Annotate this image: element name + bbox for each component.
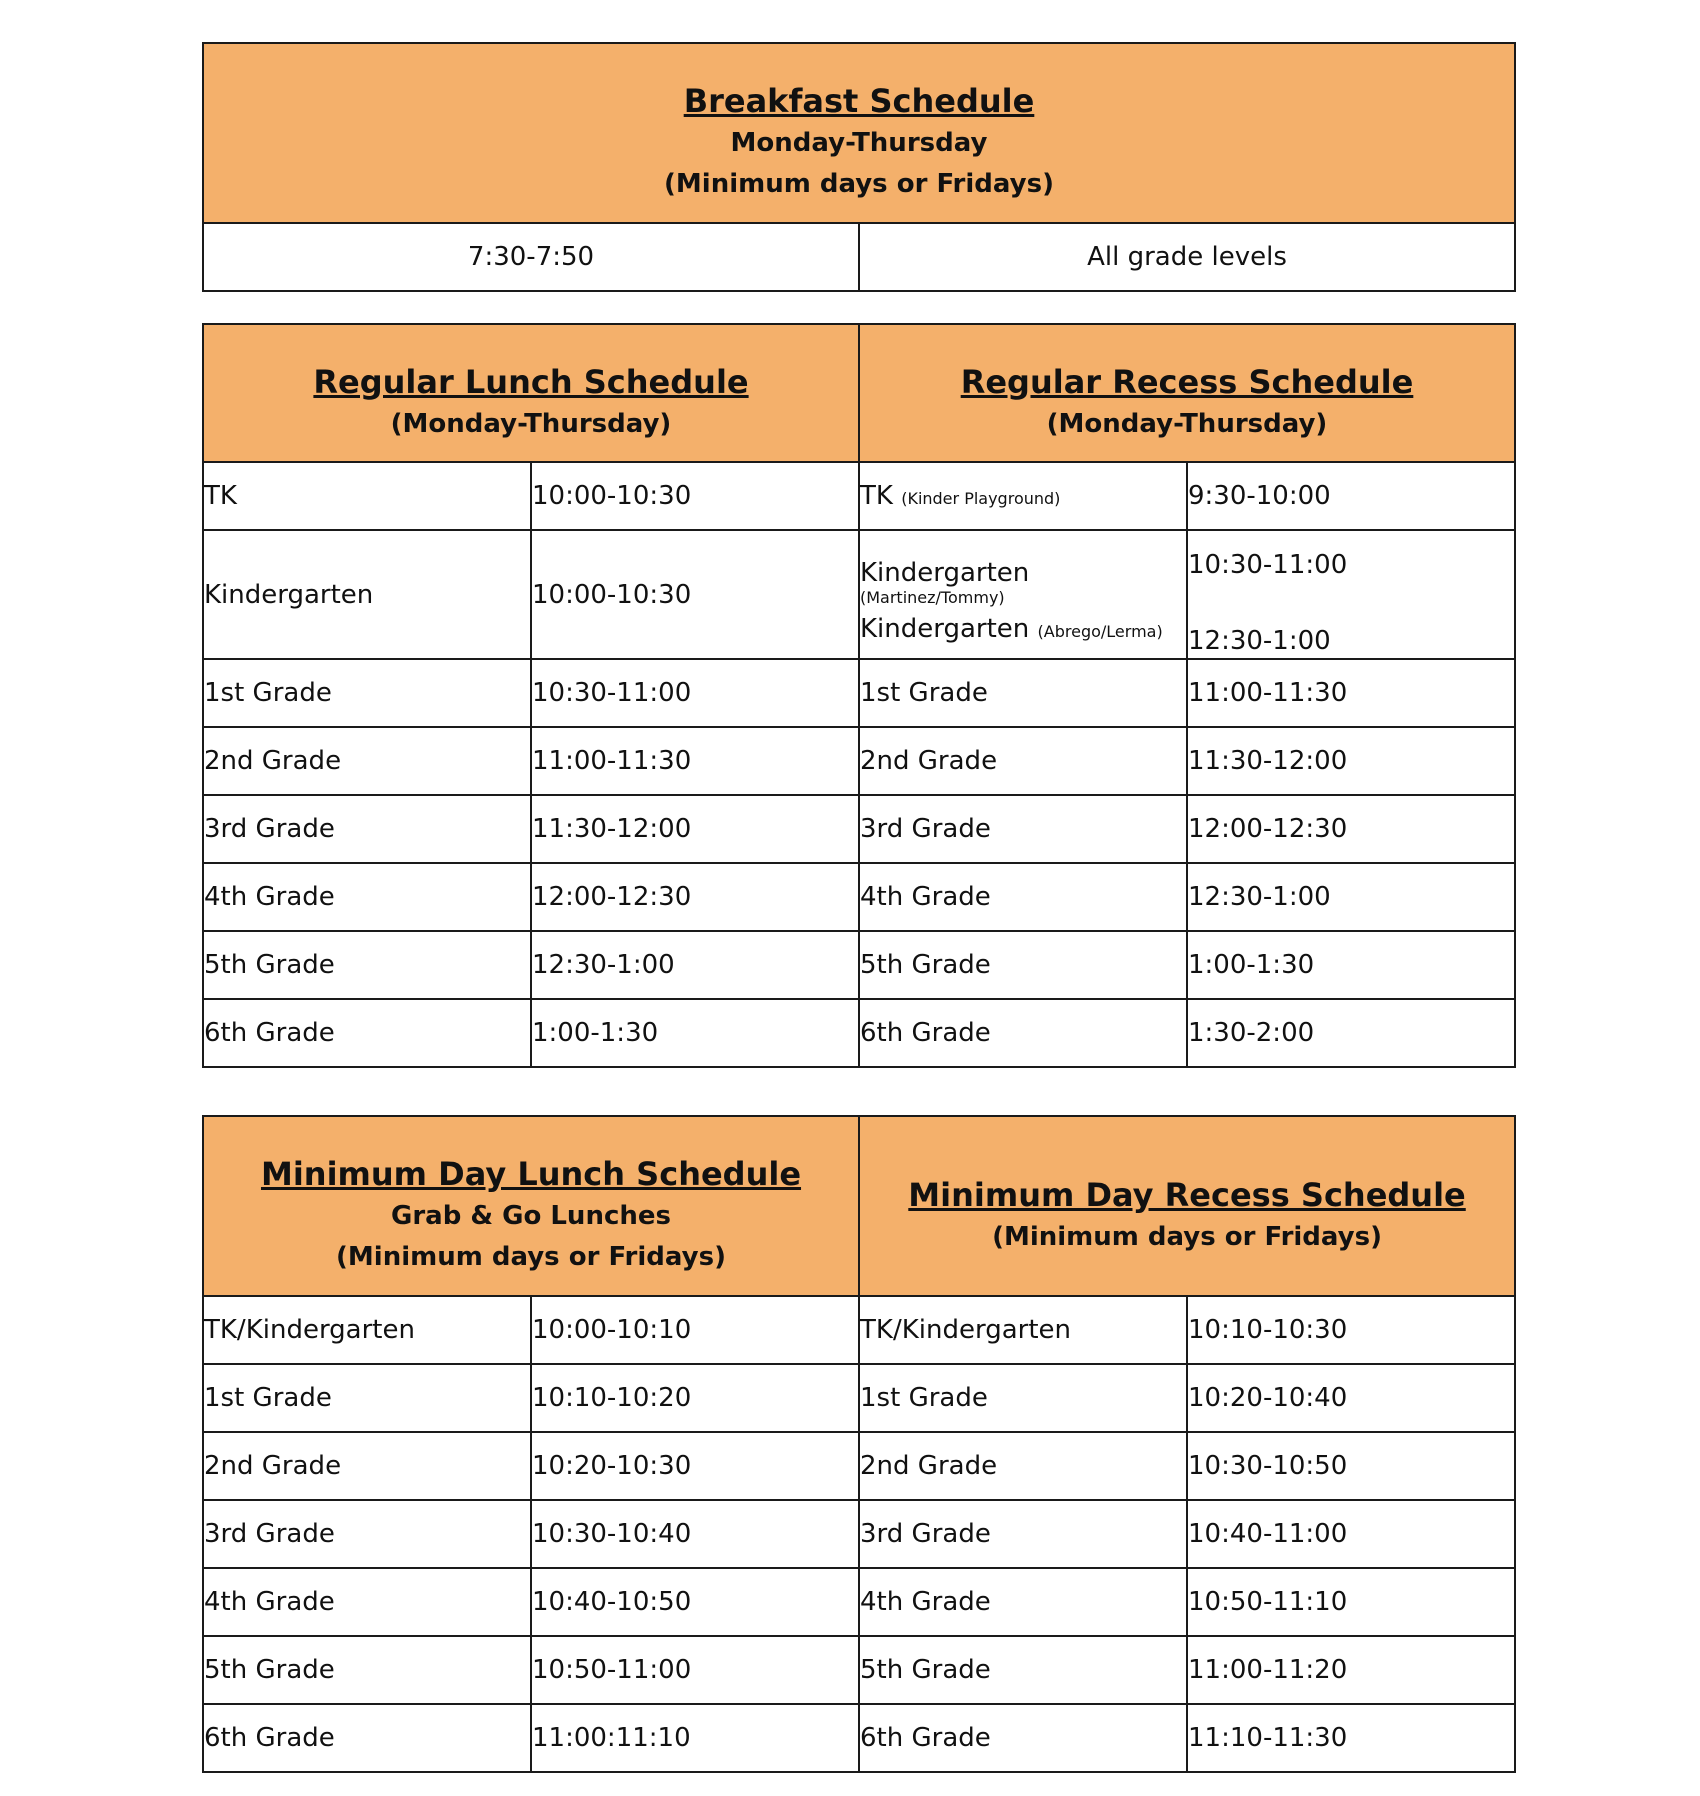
lunch-grade: TK/Kindergarten: [203, 1296, 531, 1364]
lunch-grade: 1st Grade: [203, 659, 531, 727]
recess-grade: 6th Grade: [859, 1704, 1187, 1772]
lunch-time: 10:00-10:30: [531, 530, 859, 659]
recess-time: 12:30-1:00: [1187, 863, 1515, 931]
regular-recess-days: (Monday-Thursday): [1046, 408, 1328, 439]
recess-grade: Kindergarten: [860, 558, 1030, 588]
lunch-time: 10:30-11:00: [531, 659, 859, 727]
recess-time: 11:00-11:30: [1187, 659, 1515, 727]
table-row: [203, 1704, 1515, 1772]
recess-time: 10:20-10:40: [1187, 1364, 1515, 1432]
recess-grade-tk: [859, 462, 1187, 530]
minimum-lunch-note: Grab & Go Lunches: [391, 1201, 671, 1231]
recess-grade: 2nd Grade: [859, 727, 1187, 795]
lunch-time: 10:00-10:10: [531, 1296, 859, 1364]
lunch-grade: 3rd Grade: [203, 795, 531, 863]
recess-grade: 5th Grade: [859, 931, 1187, 999]
lunch-grade: 2nd Grade: [203, 727, 531, 795]
recess-grade: 4th Grade: [859, 863, 1187, 931]
table-row: [203, 462, 1515, 530]
recess-grade: 3rd Grade: [859, 1500, 1187, 1568]
lunch-time: 11:00:11:10: [531, 1704, 859, 1772]
recess-grade-kinder: [859, 530, 1187, 659]
table-row: [203, 727, 1515, 795]
recess-time: 10:30-10:50: [1187, 1432, 1515, 1500]
lunch-time: 10:30-10:40: [531, 1500, 859, 1568]
lunch-time: 1:00-1:30: [531, 999, 859, 1067]
table-row: [203, 1432, 1515, 1500]
recess-time: 10:50-11:10: [1187, 1568, 1515, 1636]
lunch-time: 10:10-10:20: [531, 1364, 859, 1432]
table-row: [203, 863, 1515, 931]
lunch-time: 11:30-12:00: [531, 795, 859, 863]
breakfast-title: Breakfast Schedule: [683, 82, 1035, 120]
recess-grade: Kindergarten: [860, 614, 1030, 644]
breakfast-time: 7:30-7:50: [203, 223, 859, 291]
breakfast-schedule-table: [202, 42, 1516, 292]
minimum-day-schedule-table: [202, 1115, 1516, 1773]
regular-lunch-title: Regular Lunch Schedule: [313, 362, 749, 401]
minimum-lunch-header: [203, 1116, 859, 1296]
recess-time: 1:30-2:00: [1187, 999, 1515, 1067]
minimum-recess-title: Minimum Day Recess Schedule: [908, 1175, 1466, 1214]
lunch-grade: 5th Grade: [203, 931, 531, 999]
lunch-time: 12:30-1:00: [531, 931, 859, 999]
recess-grade: 1st Grade: [859, 659, 1187, 727]
lunch-grade: TK: [203, 462, 531, 530]
recess-grade: TK: [860, 481, 893, 511]
regular-recess-header: [859, 324, 1515, 462]
table-row: [203, 795, 1515, 863]
breakfast-days: Monday-Thursday: [730, 128, 988, 158]
lunch-grade: 4th Grade: [203, 1568, 531, 1636]
recess-time: 9:30-10:00: [1187, 462, 1515, 530]
recess-grade-note: (Abrego/Lerma): [1037, 622, 1163, 641]
minimum-recess-days: (Minimum days or Fridays): [992, 1221, 1382, 1252]
recess-time: 1:00-1:30: [1187, 931, 1515, 999]
table-row: [203, 1296, 1515, 1364]
lunch-time: 10:00-10:30: [531, 462, 859, 530]
table-row: [203, 1364, 1515, 1432]
lunch-time: 12:00-12:30: [531, 863, 859, 931]
table-row: [203, 530, 1515, 659]
recess-grade-note: (Martinez/Tommy): [860, 588, 1005, 607]
lunch-time: 10:40-10:50: [531, 1568, 859, 1636]
recess-time-kinder: [1187, 530, 1515, 659]
minimum-lunch-title: Minimum Day Lunch Schedule: [260, 1155, 802, 1193]
recess-time: 10:40-11:00: [1187, 1500, 1515, 1568]
breakfast-grades: All grade levels: [859, 223, 1515, 291]
regular-lunch-days: (Monday-Thursday): [390, 408, 672, 439]
recess-grade: TK/Kindergarten: [859, 1296, 1187, 1364]
recess-time: 10:10-10:30: [1187, 1296, 1515, 1364]
recess-grade: 6th Grade: [859, 999, 1187, 1067]
recess-grade-note: (Kinder Playground): [901, 489, 1061, 508]
minimum-recess-header: [859, 1116, 1515, 1296]
recess-grade: 2nd Grade: [859, 1432, 1187, 1500]
recess-time: 10:30-11:00: [1188, 549, 1348, 580]
table-row: [203, 999, 1515, 1067]
recess-time: 12:00-12:30: [1187, 795, 1515, 863]
lunch-grade: 1st Grade: [203, 1364, 531, 1432]
regular-lunch-header: [203, 324, 859, 462]
lunch-grade: 6th Grade: [203, 999, 531, 1067]
regular-schedule-table: [202, 323, 1516, 1068]
minimum-lunch-days: (Minimum days or Fridays): [336, 1242, 726, 1272]
lunch-grade: 2nd Grade: [203, 1432, 531, 1500]
lunch-time: 11:00-11:30: [531, 727, 859, 795]
lunch-time: 10:20-10:30: [531, 1432, 859, 1500]
breakfast-note: (Minimum days or Fridays): [664, 169, 1054, 199]
recess-grade-b: [860, 614, 1186, 647]
lunch-grade: 3rd Grade: [203, 1500, 531, 1568]
table-row: [203, 1636, 1515, 1704]
recess-time: 11:00-11:20: [1187, 1636, 1515, 1704]
lunch-grade: Kindergarten: [203, 530, 531, 659]
table-row: [203, 1500, 1515, 1568]
regular-recess-title: Regular Recess Schedule: [960, 362, 1414, 401]
table-row: [203, 931, 1515, 999]
recess-time: 11:30-12:00: [1187, 727, 1515, 795]
lunch-grade: 4th Grade: [203, 863, 531, 931]
lunch-time: 10:50-11:00: [531, 1636, 859, 1704]
recess-grade: 4th Grade: [859, 1568, 1187, 1636]
lunch-grade: 5th Grade: [203, 1636, 531, 1704]
recess-grade: 3rd Grade: [859, 795, 1187, 863]
recess-grade: 5th Grade: [859, 1636, 1187, 1704]
lunch-grade: 6th Grade: [203, 1704, 531, 1772]
table-row: [203, 1568, 1515, 1636]
breakfast-header: [203, 43, 1515, 223]
recess-time: 12:30-1:00: [1188, 625, 1331, 656]
recess-time: 11:10-11:30: [1187, 1704, 1515, 1772]
table-row: [203, 659, 1515, 727]
recess-grade: 1st Grade: [859, 1364, 1187, 1432]
